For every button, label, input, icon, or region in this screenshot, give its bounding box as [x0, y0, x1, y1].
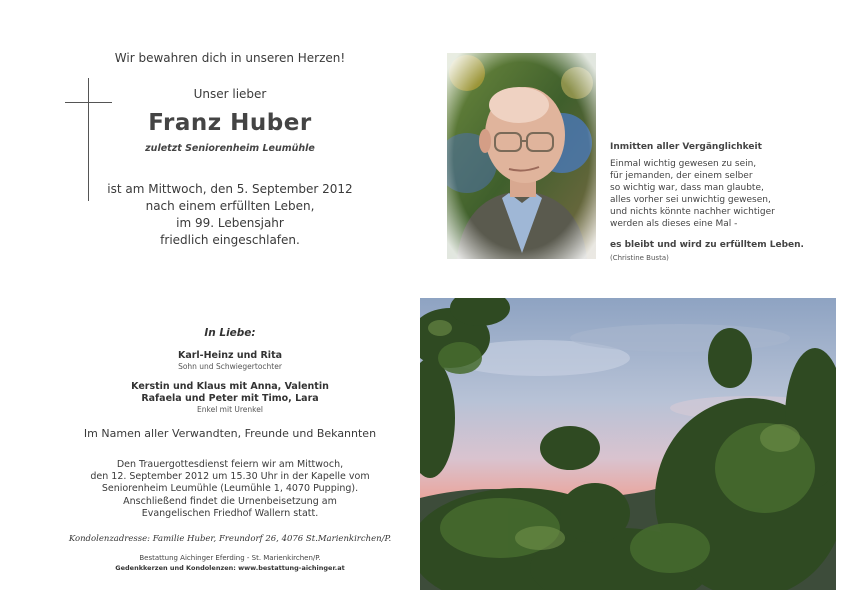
- poem-title: Inmitten aller Vergänglichkeit: [610, 142, 762, 152]
- poem-line: werden als dieses eine Mal -: [610, 219, 738, 229]
- deceased-name: Franz Huber: [148, 110, 312, 136]
- deceased-subtitle: zuletzt Seniorenheim Leumühle: [145, 143, 315, 154]
- relatives-line: Im Namen aller Verwandten, Freunde und Bekannten: [83, 427, 377, 440]
- family-relation: Enkel mit Urenkel: [197, 405, 263, 414]
- service-line: Seniorenheim Leumühle (Leumühle 1, 4070 Pupping).: [101, 483, 359, 495]
- condolence-website: Gedenkkerzen und Kondolenzen: www.bestattung-aichinger.at: [115, 564, 345, 572]
- family-relation: Sohn und Schwiegertochter: [178, 362, 282, 371]
- poem-body: [610, 158, 775, 230]
- death-announcement: [60, 181, 400, 249]
- poem-line: alles vorher sei unwichtig gewesen,: [610, 195, 771, 205]
- family-heading: In Liebe:: [204, 327, 256, 339]
- cross-icon-bar: [65, 102, 112, 103]
- intro-text: Unser lieber: [193, 87, 267, 101]
- poem-line: und nichts könnte nachher wichtiger: [610, 207, 775, 217]
- family-group-children: [40, 350, 420, 372]
- announcement-line: nach einem erfüllten Leben,: [145, 199, 315, 213]
- poem-line: so wichtig war, dass man glaubte,: [610, 183, 764, 193]
- condolence-address: Kondolenzadresse: Familie Huber, Freundorf 26, 4076 St.Marienkirchen/P.: [68, 534, 392, 544]
- motto: Wir bewahren dich in unseren Herzen!: [114, 51, 346, 65]
- poem-final-line: es bleibt und wird zu erfülltem Leben.: [610, 240, 804, 250]
- family-names: Rafaela und Peter mit Timo, Lara: [141, 393, 319, 404]
- service-info: [40, 459, 420, 520]
- poem-line: Einmal wichtig gewesen zu sein,: [610, 159, 757, 169]
- service-line: Anschließend findet die Urnenbeisetzung am: [123, 495, 337, 507]
- announcement-line: friedlich eingeschlafen.: [160, 233, 300, 247]
- undertaker-info: Bestattung Aichinger Eferding - St. Marienkirchen/P.: [139, 554, 321, 562]
- poem-line: für jemanden, der einem selber: [610, 171, 753, 181]
- family-names: Kerstin und Klaus mit Anna, Valentin: [131, 381, 329, 392]
- service-line: den 12. September 2012 um 15.30 Uhr in der Kapelle vom: [90, 471, 370, 483]
- portrait-photo: [447, 53, 596, 259]
- poem-author: (Christine Busta): [610, 254, 669, 262]
- service-line: Den Trauergottesdienst feiern wir am Mittwoch,: [116, 459, 344, 470]
- service-line: Evangelischen Friedhof Wallern statt.: [141, 507, 319, 519]
- announcement-line: ist am Mittwoch, den 5. September 2012: [107, 182, 353, 196]
- landscape-photo: [420, 298, 836, 590]
- announcement-line: im 99. Lebensjahr: [176, 216, 284, 230]
- family-names: Karl-Heinz und Rita: [177, 350, 283, 361]
- family-group-grandchildren: [40, 381, 420, 415]
